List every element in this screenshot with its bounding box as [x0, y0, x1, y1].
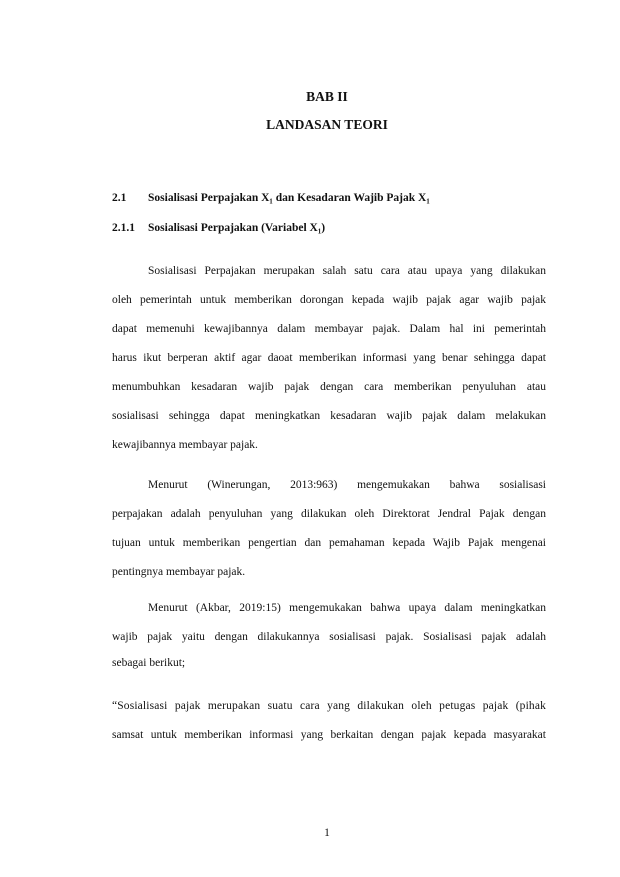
paragraph-line: dapat memenuhi kewajibannya dalam membayar pajak. Dalam hal ini pemerintah: [112, 323, 546, 335]
section-heading-2-1-1: [112, 222, 325, 234]
paragraph-line: menumbuhkan kesadaran wajib pajak dengan cara memberikan penyuluhan atau: [112, 381, 546, 393]
quote-line: “Sosialisasi pajak merupakan suatu cara yang dilakukan oleh petugas pajak (pihak: [112, 700, 546, 712]
paragraph-line: Menurut (Akbar, 2019:15) mengemukakan bahwa upaya dalam meningkatkan: [148, 602, 546, 614]
paragraph-line: Sosialisasi Perpajakan merupakan salah satu cara atau upaya yang dilakukan: [148, 265, 546, 277]
paragraph-line: tujuan untuk memberikan pengertian dan pemahaman kepada Wajib Pajak mengenai: [112, 537, 546, 549]
paragraph-line: harus ikut berperan aktif agar daoat memberikan informasi yang benar sehingga dapat: [112, 352, 546, 364]
paragraph-line: oleh pemerintah untuk memberikan dorongan kepada wajib pajak agar wajib pajak: [112, 294, 546, 306]
paragraph-line: kewajibannya membayar pajak.: [112, 439, 258, 451]
subsection-title: Sosialisasi Perpajakan (Variabel X₁): [148, 222, 326, 234]
section-title: Sosialisasi Perpajakan X₁ dan Kesadaran Wajib Pajak X₁: [148, 192, 430, 204]
section-heading-2-1: [112, 192, 430, 204]
paragraph-line: sosialisasi sehingga dapat meningkatkan kesadaran wajib pajak dalam melakukan: [112, 410, 546, 422]
chapter-title: LANDASAN TEORI: [266, 117, 388, 132]
chapter-number: BAB II: [306, 89, 348, 104]
quote-line: samsat untuk memberikan informasi yang berkaitan dengan pajak kepada masyarakat: [112, 729, 546, 741]
paragraph-line: pentingnya membayar pajak.: [112, 566, 246, 578]
paragraph-line: wajib pajak yaitu dengan dilakukannya sosialisasi pajak. Sosialisasi pajak adalah: [112, 631, 546, 643]
paragraph-line: sebagai berikut;: [112, 657, 186, 669]
subsection-number: 2.1.1: [112, 222, 135, 234]
paragraph-line: Menurut (Winerungan, 2013:963) mengemukakan bahwa sosialisasi: [148, 479, 546, 491]
page-number: 1: [324, 827, 330, 839]
paragraph-line: perpajakan adalah penyuluhan yang dilakukan oleh Direktorat Jendral Pajak dengan: [112, 508, 546, 520]
section-number: 2.1: [112, 192, 127, 204]
